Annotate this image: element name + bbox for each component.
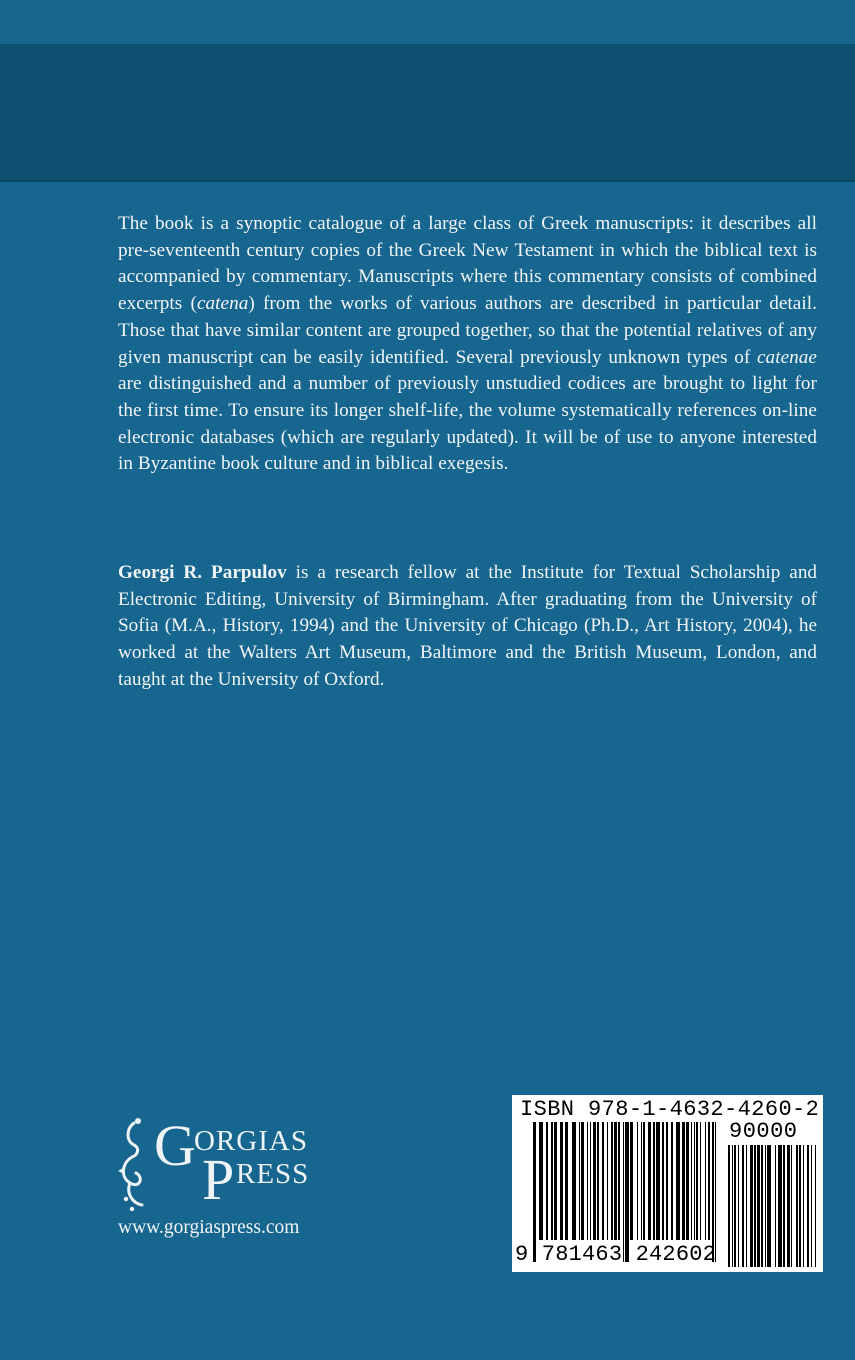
barcode-bar <box>539 1122 543 1240</box>
barcode-bar <box>708 1122 710 1240</box>
barcode-bar <box>761 1145 763 1267</box>
barcode-bar <box>754 1145 756 1267</box>
barcode-bar <box>546 1122 548 1240</box>
barcode-bar <box>666 1122 668 1240</box>
price-code: 90000 <box>729 1119 798 1144</box>
author-bio <box>118 560 817 694</box>
barcode-bar <box>618 1122 620 1240</box>
barcode-bar <box>757 1145 760 1267</box>
ean-digits: 9 781463 242602 <box>515 1242 717 1267</box>
publisher-url: www.gorgiaspress.com <box>118 1217 300 1238</box>
barcode-bar <box>732 1145 733 1267</box>
barcode-bar <box>593 1122 596 1240</box>
barcode-bar <box>815 1145 816 1267</box>
barcode-bar <box>560 1122 563 1240</box>
barcode-bar <box>691 1122 692 1240</box>
barcode-bar <box>602 1122 604 1240</box>
barcode-bar <box>700 1122 701 1240</box>
barcode-bar <box>662 1122 664 1240</box>
ean-barcode-bars <box>533 1122 716 1262</box>
wordmark-orgias: ORGIAS <box>194 1125 308 1157</box>
barcode-bar <box>767 1145 771 1267</box>
barcode-bar <box>811 1145 812 1267</box>
barcode-bar <box>705 1122 706 1240</box>
barcode-bar <box>712 1122 714 1262</box>
barcode-bar <box>694 1122 695 1240</box>
barcode-bar <box>746 1145 747 1267</box>
barcode-bar <box>533 1122 536 1262</box>
barcode-bar <box>787 1145 790 1267</box>
barcode-bar <box>778 1145 782 1267</box>
barcode-bar <box>803 1145 804 1267</box>
author-bio-text: is a research fellow at the Institute for Textual Scholarship and Electronic Editing, University of Birmingham. After graduating from the University of Sofia (M.A., History, 1994) and the University of Chicago (Ph.D., Art History, 2004), he worked at the Walters Art Museum, Baltimore and the British Museum, London, and taught at the University of Oxford. <box>118 562 818 690</box>
barcode-bar <box>671 1122 673 1240</box>
book-description <box>118 211 817 478</box>
barcode-bar <box>728 1145 730 1267</box>
barcode-bar <box>676 1122 680 1240</box>
barcode-bar <box>738 1145 739 1267</box>
barcode-bar <box>565 1122 568 1240</box>
barcode-bar <box>554 1122 557 1240</box>
barcode-bar <box>696 1122 698 1240</box>
top-strip <box>0 0 855 44</box>
barcode-bar <box>611 1122 613 1240</box>
barcode-bar <box>597 1122 599 1240</box>
barcode-bar <box>579 1122 580 1240</box>
barcode-bar <box>799 1145 801 1267</box>
barcode-bar <box>607 1122 608 1240</box>
wordmark-initial-g: G <box>154 1113 196 1178</box>
description-part-2: ) from the works of various authors are described in particular detail. Those that have similar content are grouped together, so that the potential relatives of any given manuscript can be easily identified. Several previously unknown types of <box>118 293 817 368</box>
description-part-3: are distinguished and a number of previously unstudied codices are brought to light for the first time. To ensure its longer shelf-life, the volume systematically references on-line electronic databases (which are regularly updated). It will be of use to anyone interested in Byzantine book culture and in biblical exegesis. <box>118 373 817 475</box>
publisher-wordmark <box>154 1115 344 1215</box>
description-term-catenae: catenae <box>756 346 817 368</box>
addon-barcode-bars <box>728 1145 816 1267</box>
wordmark-ress: RESS <box>236 1158 310 1190</box>
barcode-bar <box>686 1122 689 1240</box>
wordmark-initial-p: P <box>202 1147 235 1212</box>
publisher-logo <box>112 1115 332 1215</box>
barcode-bar <box>614 1122 617 1240</box>
description-term-catena: catena <box>196 293 249 315</box>
barcode-bar <box>765 1145 766 1267</box>
barcode-bar <box>581 1122 584 1240</box>
barcode-bar <box>630 1122 633 1240</box>
barcode-bar <box>625 1122 629 1262</box>
isbn-barcode <box>512 1095 823 1272</box>
barcode-bar <box>587 1122 588 1240</box>
isbn-label: ISBN 978-1-4632-4260-2 <box>520 1097 820 1122</box>
barcode-bar <box>734 1145 736 1267</box>
barcode-bar <box>796 1145 798 1267</box>
barcode-bar <box>648 1122 651 1240</box>
barcode-bar <box>742 1145 744 1267</box>
top-band <box>0 44 855 182</box>
barcode-bar <box>656 1122 660 1240</box>
description-part-1: The book is a synoptic catalogue of a large class of Greek manuscripts: it describes all pre-seventeenth century copies of the Greek New Testament in which the biblical text is accompanied by commentary. Manuscripts where this commentary consists of combined excerpts ( <box>118 213 817 315</box>
barcode-bar <box>783 1145 785 1267</box>
calligraphic-emblem-icon <box>112 1115 152 1215</box>
barcode-bar <box>807 1145 809 1267</box>
barcode-bar <box>623 1122 624 1262</box>
author-name: Georgi R. Parpulov <box>118 562 287 583</box>
barcode-bar <box>715 1122 716 1262</box>
barcode-bar <box>590 1122 591 1240</box>
barcode-bar <box>653 1122 655 1240</box>
barcode-bar <box>643 1122 645 1240</box>
barcode-bar <box>637 1122 638 1240</box>
barcode-bar <box>791 1145 792 1267</box>
barcode-bar <box>572 1122 576 1240</box>
barcode-bar <box>641 1122 642 1240</box>
barcode-bar <box>775 1145 776 1267</box>
barcode-bar <box>551 1122 553 1240</box>
barcode-bar <box>682 1122 685 1240</box>
barcode-bar <box>750 1145 753 1267</box>
